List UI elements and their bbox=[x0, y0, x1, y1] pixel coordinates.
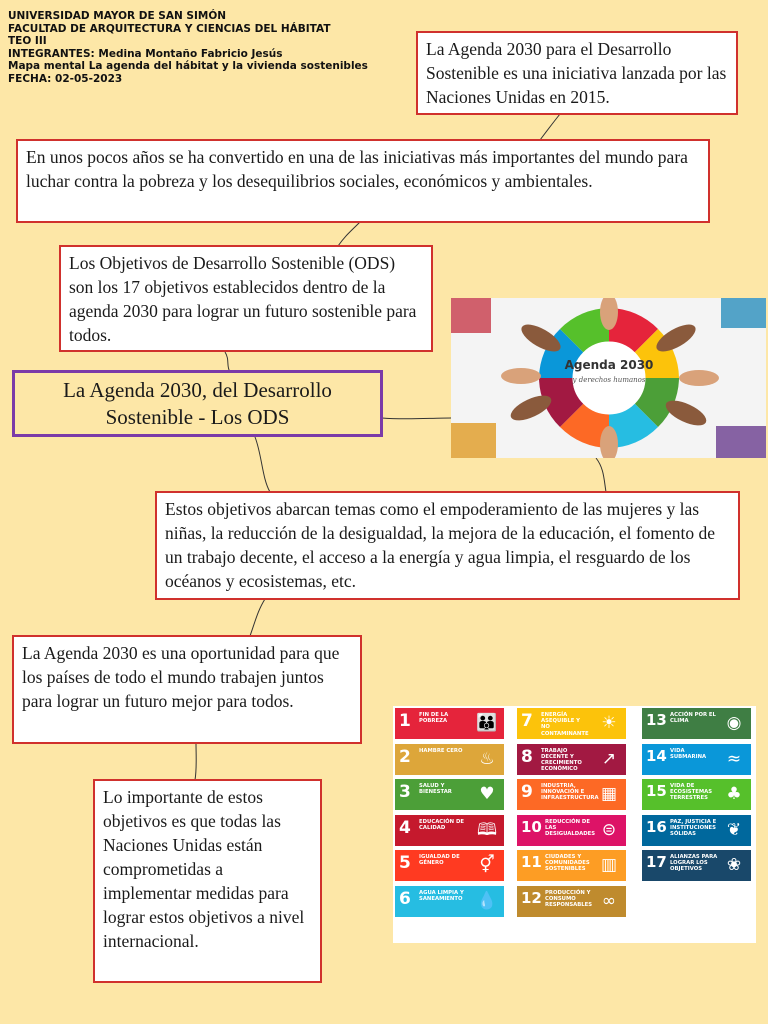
ods-goal-number: 8 bbox=[521, 746, 533, 767]
flower-icon: ❀ bbox=[726, 855, 742, 875]
eye-globe-icon: ◉ bbox=[726, 713, 742, 733]
ods-goal-label: VIDA DE ECOSISTEMAS TERRESTRES bbox=[670, 783, 713, 802]
ods-goal-number: 15 bbox=[646, 782, 667, 800]
ods-goal-number: 14 bbox=[646, 746, 667, 765]
connector-photo-b4 bbox=[596, 458, 606, 492]
ods-goal-label: SALUD Y BIENESTAR bbox=[419, 783, 452, 796]
bowl-icon: ♨ bbox=[479, 748, 495, 769]
ods-goal-7 bbox=[517, 708, 626, 739]
ods-goal-label: ALIANZAS PARA LOGRAR LOS OBJETIVOS bbox=[670, 854, 718, 873]
node-agenda-importance: En unos pocos años se ha convertido en una de las iniciativas más importantes del mundo para luchar contra la pobreza y los desequilibrios sociales, económicos y ambientales. bbox=[16, 139, 710, 223]
ods-goal-label: ENERGÍA ASEQUIBLE Y NO CONTAMINANTE bbox=[541, 712, 589, 737]
ods-goal-label: ACCIÓN POR EL CLIMA bbox=[670, 712, 716, 725]
water-drop-icon: 💧 bbox=[476, 890, 498, 911]
ods-goals-grid bbox=[393, 706, 756, 943]
growth-chart-icon: ↗ bbox=[601, 748, 617, 769]
ods-goal-number: 17 bbox=[646, 853, 667, 871]
node-commitment: Lo importante de estos objetivos es que todas las Naciones Unidas están comprometidas a implementar medidas para lograr estos objetivos a nivel internacional. bbox=[93, 779, 322, 983]
connector-center-b4 bbox=[255, 437, 270, 492]
ods-goal-number: 2 bbox=[399, 746, 411, 767]
dove-icon: ❦ bbox=[726, 819, 742, 840]
tree-icon: ♣ bbox=[726, 784, 742, 804]
gender-icon: ⚥ bbox=[479, 855, 495, 875]
ods-goal-number: 12 bbox=[521, 888, 542, 907]
header-course: TEO III bbox=[8, 35, 47, 48]
header-faculty: FACULTAD DE ARQUITECTURA Y CIENCIAS DEL HÁBITAT bbox=[8, 22, 331, 35]
connector-b1-b2 bbox=[540, 114, 560, 140]
infinity-icon: ∞ bbox=[601, 890, 617, 911]
node-ods-definition: Los Objetivos de Desarrollo Sostenible (ODS) son los 17 objetivos establecidos dentro de la agenda 2030 para lograr un futuro sostenible para todos. bbox=[59, 245, 433, 352]
header-university: UNIVERSIDAD MAYOR DE SAN SIMÓN bbox=[8, 10, 227, 22]
ods-goal-4 bbox=[395, 815, 504, 846]
ods-goal-number: 6 bbox=[399, 888, 411, 909]
ods-goal-10 bbox=[517, 815, 626, 846]
cubes-icon: ▦ bbox=[600, 784, 618, 804]
ods-goal-label: AGUA LIMPIA Y SANEAMIENTO bbox=[419, 889, 464, 902]
connector-b4-b5 bbox=[250, 599, 265, 636]
node-agenda-opportunity: La Agenda 2030 es una oportunidad para que los países de todo el mundo trabajen juntos para lograr un futuro mejor para todos. bbox=[12, 635, 362, 744]
header-members: INTEGRANTES: Medina Montaño Fabricio Jesús bbox=[8, 47, 283, 60]
ods-goal-2 bbox=[395, 744, 504, 775]
ods-goal-6 bbox=[395, 886, 504, 917]
ods-goal-14 bbox=[642, 744, 751, 775]
ods-goal-label: IGUALDAD DE GÉNERO bbox=[419, 854, 460, 867]
family-icon: 👪 bbox=[476, 713, 498, 733]
ods-goal-number: 5 bbox=[399, 853, 411, 873]
ods-goal-number: 13 bbox=[646, 711, 667, 729]
ods-goal-16 bbox=[642, 815, 751, 846]
ods-goal-5 bbox=[395, 850, 504, 881]
ods-goal-number: 11 bbox=[521, 853, 542, 871]
sun-icon: ☀ bbox=[601, 713, 617, 733]
ods-goal-number: 16 bbox=[646, 817, 667, 836]
central-topic: La Agenda 2030, del Desarrollo Sostenible - Los ODS bbox=[12, 370, 383, 437]
ods-goal-label: FIN DE LA POBREZA bbox=[419, 712, 449, 725]
ods-goal-8 bbox=[517, 744, 626, 775]
ods-goal-label: PAZ, JUSTICIA E INSTITUCIONES SÓLIDAS bbox=[670, 818, 717, 837]
ods-goal-11 bbox=[517, 850, 626, 881]
ods-goal-label: VIDA SUBMARINA bbox=[670, 747, 707, 760]
header-topic: Mapa mental La agenda del hábitat y la vivienda sostenibles bbox=[8, 60, 368, 73]
node-ods-topics: Estos objetivos abarcan temas como el empoderamiento de las mujeres y las niñas, la reducción de la desigualdad, la mejora de la educación, el fomento de un trabajo decente, el acceso a la energía y agua limpia, el resguardo de los océanos y ecosistemas, etc. bbox=[155, 491, 740, 600]
ods-goal-number: 9 bbox=[521, 782, 533, 802]
book-icon: 🕮 bbox=[476, 819, 498, 840]
ods-goal-label: EDUCACIÓN DE CALIDAD bbox=[419, 818, 464, 831]
ods-goal-number: 7 bbox=[521, 711, 533, 731]
ods-goal-number: 10 bbox=[521, 817, 542, 836]
connector-b2-b3 bbox=[338, 222, 360, 246]
fish-icon: ≈ bbox=[726, 748, 742, 769]
ods-goal-label: INDUSTRIA, INNOVACIÓN E INFRAESTRUCTURA bbox=[541, 783, 599, 802]
connector-center-photo bbox=[382, 418, 451, 419]
node-agenda-origin: La Agenda 2030 para el Desarrollo Sostenible es una iniciativa lanzada por las Naciones Unidas en 2015. bbox=[416, 31, 738, 115]
city-icon: ▥ bbox=[600, 855, 618, 875]
heartbeat-icon: ♥ bbox=[479, 784, 495, 804]
ods-goal-label: PRODUCCIÓN Y CONSUMO RESPONSABLES bbox=[545, 889, 593, 908]
ods-goal-13 bbox=[642, 708, 751, 739]
agenda-2030-hands-image bbox=[451, 298, 766, 458]
photo-title: Agenda 2030 bbox=[564, 358, 654, 372]
ods-goal-3 bbox=[395, 779, 504, 810]
header-date: FECHA: 02-05-2023 bbox=[8, 72, 123, 85]
connector-b5-b6 bbox=[195, 743, 196, 780]
ods-goal-1 bbox=[395, 708, 504, 739]
connector-b3-center bbox=[225, 352, 230, 372]
ods-goal-label: TRABAJO DECENTE Y CRECIMIENTO ECONÓMICO bbox=[541, 747, 582, 773]
ods-goal-label: CIUDADES Y COMUNIDADES SOSTENIBLES bbox=[545, 854, 590, 873]
ods-goal-number: 4 bbox=[399, 817, 411, 838]
ods-goal-17 bbox=[642, 850, 751, 881]
equals-icon: ⊜ bbox=[601, 819, 617, 840]
ods-goal-label: HAMBRE CERO bbox=[419, 747, 463, 754]
ods-goal-label: REDUCCIÓN DE LAS DESIGUALDADES bbox=[545, 818, 596, 837]
ods-goal-number: 3 bbox=[399, 782, 411, 802]
ods-goal-15 bbox=[642, 779, 751, 810]
photo-subtitle: y derechos humanos bbox=[572, 376, 646, 384]
ods-goal-9 bbox=[517, 779, 626, 810]
document-header bbox=[8, 10, 408, 86]
ods-goal-12 bbox=[517, 886, 626, 917]
ods-goal-number: 1 bbox=[399, 711, 411, 731]
